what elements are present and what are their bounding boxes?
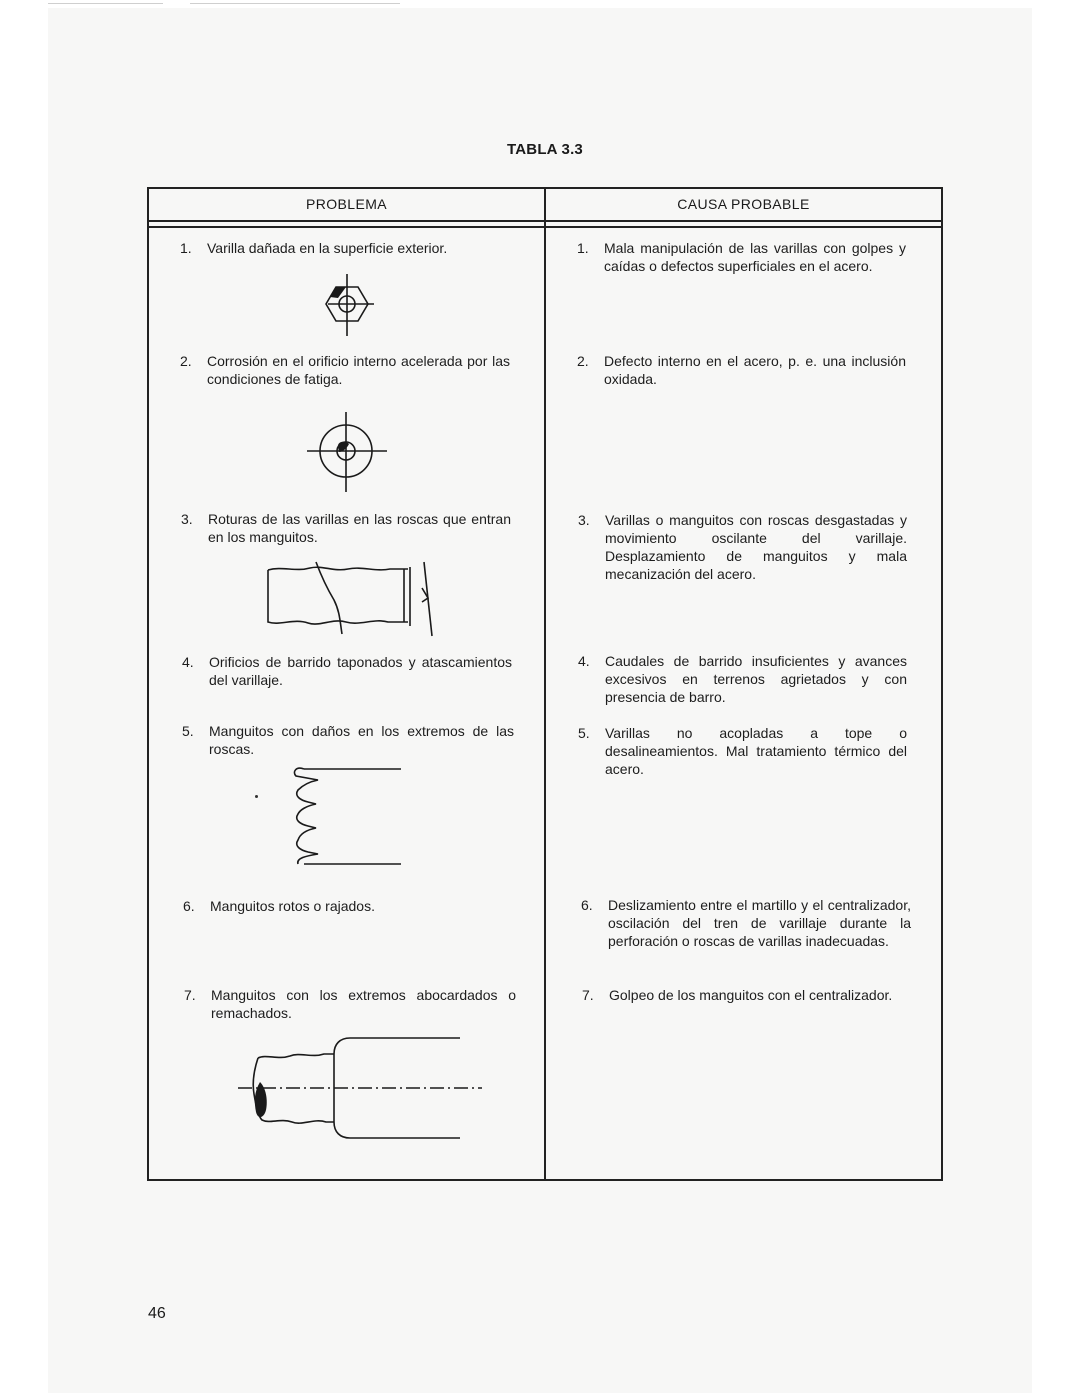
- item-number: 7.: [184, 987, 196, 1003]
- item-text: Manguitos con los extremos abocardados o remachados.: [211, 987, 516, 1021]
- item-text: Varilla dañada en la superficie exterior.: [207, 240, 448, 256]
- item-number: 2.: [180, 353, 192, 369]
- item-number: 5.: [182, 723, 194, 739]
- item-text: Varillas no acopladas a tope o desalineamientos. Mal tratamiento térmico del acero.: [605, 725, 907, 777]
- top-rule: [190, 3, 400, 4]
- item-text: Manguitos rotos o rajados.: [210, 898, 375, 914]
- flared-sleeve-ends-figure: [236, 1030, 486, 1146]
- item-number: 7.: [582, 987, 594, 1003]
- table-title: TABLA 3.3: [507, 141, 583, 158]
- item-number: 3.: [181, 511, 193, 527]
- item-number: 1.: [180, 240, 192, 256]
- item-text: Golpeo de los manguitos con el centralizador.: [609, 987, 893, 1003]
- sleeve-thread-end-damage-figure: [286, 762, 408, 872]
- item-text: Deslizamiento entre el martillo y el centralizador, oscilación del tren de varillaje durante la perforación o roscas de varillas inadecuadas.: [608, 897, 911, 949]
- item-number: 4.: [182, 654, 194, 670]
- item-number: 3.: [578, 512, 590, 528]
- item-text: Defecto interno en el acero, p. e. una inclusión oxidada.: [604, 353, 906, 387]
- item-number: 6.: [183, 898, 195, 914]
- item-text: Caudales de barrido insuficientes y avances excesivos en terrenos agrietados y con presencia de barro.: [605, 653, 907, 705]
- item-number: 1.: [577, 240, 589, 256]
- item-number: 2.: [577, 353, 589, 369]
- header-cause: CAUSA PROBABLE: [677, 196, 810, 212]
- hex-rod-surface-damage-figure: [316, 272, 380, 338]
- item-text: Corrosión en el orificio interno acelerada por las condiciones de fatiga.: [207, 353, 510, 387]
- item-text: Varillas o manguitos con roscas desgastadas y movimiento oscilante del varillaje. Desplazamiento de manguitos y mala mecanización del acero.: [605, 512, 907, 582]
- column-divider: [544, 187, 546, 1181]
- top-rule: [48, 3, 163, 4]
- item-text: Roturas de las varillas en las roscas que entran en los manguitos.: [208, 511, 511, 545]
- round-rod-internal-corrosion-figure: [305, 410, 389, 494]
- rod-thread-break-figure: [262, 560, 442, 640]
- speck: [255, 795, 258, 798]
- header-problem: PROBLEMA: [306, 196, 387, 212]
- item-text: Mala manipulación de las varillas con golpes y caídas o defectos superficiales en el acero.: [604, 240, 906, 274]
- item-number: 5.: [578, 725, 590, 741]
- item-text: Orificios de barrido taponados y atascamientos del varillaje.: [209, 654, 512, 688]
- item-number: 6.: [581, 897, 593, 913]
- page-number: 46: [148, 1305, 166, 1322]
- item-number: 4.: [578, 653, 590, 669]
- item-text: Manguitos con daños en los extremos de las roscas.: [209, 723, 514, 757]
